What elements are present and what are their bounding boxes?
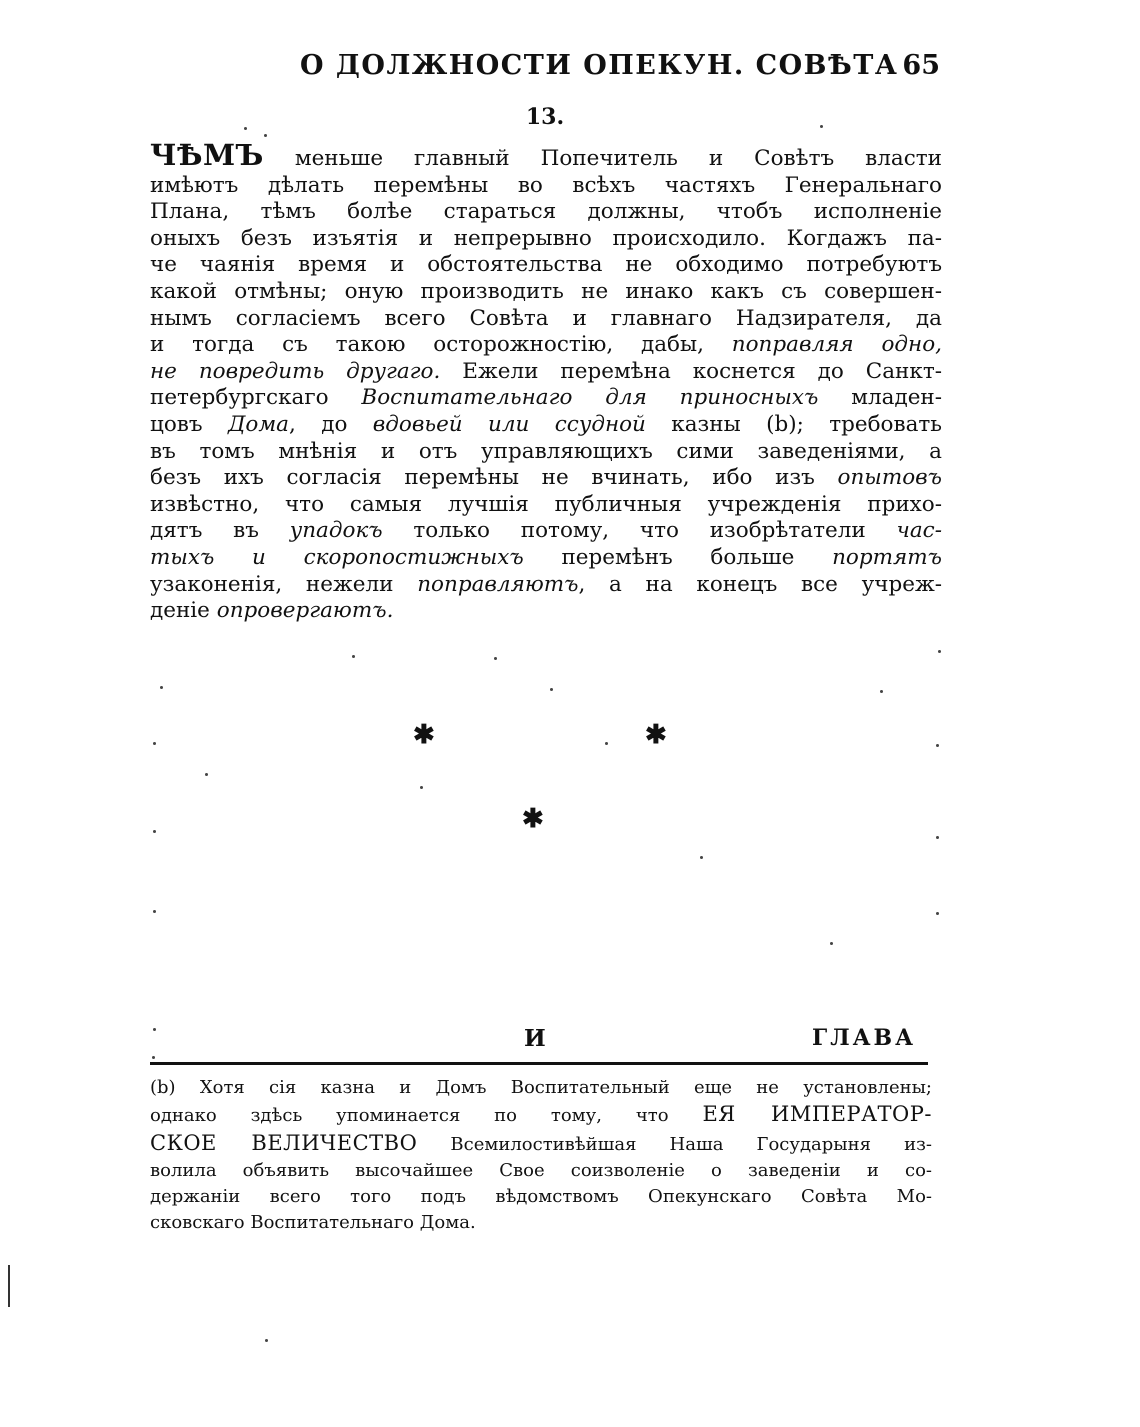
italic-span: не повредить другаго. — [150, 358, 441, 384]
text-span: дятъ въ — [150, 518, 259, 544]
text-line — [150, 598, 942, 625]
page-number: 65 — [902, 50, 940, 81]
paper-speck — [420, 786, 423, 789]
text-line: че чаянія время и обстоятельства не обходимо потребуютъ — [150, 252, 942, 278]
footnote-line — [150, 1101, 932, 1129]
text-span: Ежели перемѣна коснется до Санкт- — [462, 358, 942, 384]
footnote-line: волила объявить высочайшее Свое соизволеніе о заведеніи и со- — [150, 1159, 932, 1181]
italic-span: Дома — [227, 411, 290, 437]
text-line: нымъ согласіемъ всего Совѣта и главнаго Надзирателя, да — [150, 305, 942, 331]
section-number: 13. — [525, 104, 565, 130]
text-span: младен- — [851, 385, 943, 411]
signature-mark: И — [524, 1025, 546, 1052]
paper-speck — [936, 744, 939, 747]
paper-speck — [936, 912, 939, 915]
paper-speck — [936, 836, 939, 839]
text-line — [150, 545, 942, 572]
text-line — [150, 465, 942, 492]
italic-span: поправляютъ — [417, 571, 579, 597]
paper-speck — [352, 655, 355, 658]
paper-speck — [153, 910, 156, 913]
footnote — [150, 1075, 932, 1237]
paper-speck — [820, 125, 823, 128]
text-span: Всемилостивѣйшая Наша Государыня из- — [450, 1133, 932, 1155]
text-line — [150, 572, 942, 599]
paper-speck — [264, 134, 267, 137]
text-span: и тогда съ такою осторожностію, дабы, — [150, 332, 704, 358]
text-span: деніе — [150, 598, 210, 624]
italic-span: вдовьей или ссудной — [372, 411, 646, 437]
text-span: перемѣнъ больше — [561, 544, 795, 570]
italic-span: портятъ — [832, 544, 942, 570]
text-line — [150, 138, 943, 173]
paper-speck — [830, 942, 833, 945]
paper-speck — [265, 1339, 268, 1342]
text-line: имѣютъ дѣлать перемѣны во всѣхъ частяхъ Генеральнаго — [150, 172, 942, 198]
asterism-star-icon: ✱ — [413, 720, 435, 750]
paper-speck — [605, 742, 608, 745]
italic-span: поправляя одно, — [731, 332, 942, 358]
text-line: въ томъ мнѣнія и отъ управляющихъ сими заведеніями, а — [150, 438, 942, 464]
text-span: , а на конецъ все учреж- — [578, 571, 942, 597]
asterism-star-icon: ✱ — [522, 804, 544, 834]
paper-speck — [938, 650, 941, 653]
text-span: узаконенія, нежели — [150, 571, 394, 597]
text-span: однако здѣсь упоминается по тому, что — [150, 1105, 669, 1127]
paper-speck — [700, 856, 703, 859]
paper-speck — [550, 688, 553, 691]
caps-span: СКОЕ ВЕЛИЧЕСТВО — [150, 1130, 418, 1155]
paper-speck — [152, 1056, 155, 1059]
catchword: ГЛАВА — [812, 1025, 917, 1051]
paper-speck — [494, 657, 497, 660]
paper-speck — [153, 1028, 156, 1031]
paper-speck — [244, 127, 247, 130]
caps-span: ЕЯ ИМПЕРАТОР- — [702, 1102, 932, 1127]
text-span: цовъ — [150, 411, 203, 437]
footnote-line: (b) Хотя сія казна и Домъ Воспитательный еще не установлены; — [150, 1077, 932, 1098]
text-span: безъ ихъ согласія перемѣны не вчинать, ибо изъ — [150, 465, 815, 491]
asterism-star-icon: ✱ — [645, 720, 667, 750]
footnote-line — [150, 1130, 932, 1158]
italic-span: тыхъ и скоропостижныхъ — [150, 544, 524, 570]
text-line — [150, 412, 942, 439]
running-head — [150, 50, 940, 90]
italic-span: упадокъ — [289, 518, 383, 544]
italic-span: Воспитательнаго для приносныхъ — [361, 385, 819, 411]
paper-speck — [880, 690, 883, 693]
paper-speck — [153, 830, 156, 833]
footnote-line: держаніи всего того подъ вѣдомствомъ Опекунскаго Совѣта Мо- — [150, 1186, 932, 1208]
text-span: , до — [289, 411, 348, 437]
italic-span: час- — [896, 518, 942, 544]
text-line — [150, 518, 942, 545]
text-line: оныхъ безъ изъятія и непрерывно происходило. Когдажъ па- — [150, 225, 942, 251]
paper-speck — [153, 742, 156, 745]
text-span: меньше главный Попечитель и Совѣтъ власти — [294, 146, 943, 171]
margin-mark — [8, 1265, 10, 1307]
text-span: петербургскаго — [150, 385, 329, 411]
footnote-rule — [150, 1062, 928, 1065]
text-span: только потому, что изобрѣтатели — [413, 518, 866, 544]
text-line — [150, 359, 942, 386]
text-line — [150, 332, 942, 359]
text-line: какой отмѣны; оную производить не инако какъ съ совершен- — [150, 278, 942, 304]
paper-speck — [160, 686, 163, 689]
text-line: Плана, тѣмъ болѣе стараться должны, чтобъ исполненіе — [150, 199, 942, 225]
text-span: казны (b); требовать — [671, 411, 943, 437]
drop-word: ЧѢМЪ — [150, 138, 264, 172]
italic-span: опровергаютъ. — [216, 598, 394, 624]
text-line: извѣстно, что самыя лучшія публичныя учрежденія прихо- — [150, 491, 942, 517]
text-line — [150, 385, 942, 412]
footnote-line: сковскаго Воспитательнаго Дома. — [150, 1212, 476, 1234]
running-title: О ДОЛЖНОСТИ ОПЕКУН. СОВѢТА — [300, 50, 899, 81]
italic-span: опытовъ — [837, 465, 942, 491]
paper-speck — [205, 773, 208, 776]
main-paragraph — [150, 138, 943, 625]
